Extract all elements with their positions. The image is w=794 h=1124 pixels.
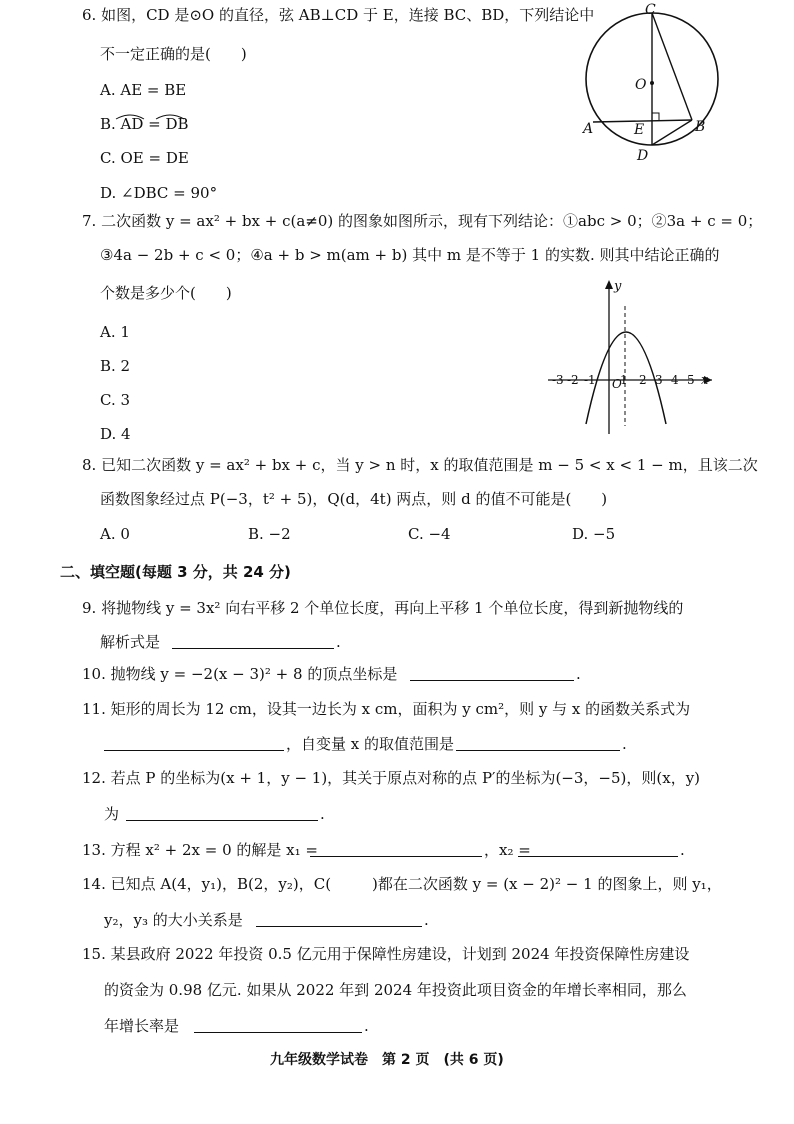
q10-stem: 10. 抛物线 y = −2(x − 3)² + 8 的顶点坐标是: [82, 665, 398, 683]
parabola-graph: [540, 276, 720, 436]
tick-neg1: -1: [584, 373, 596, 387]
y-axis-label: y: [614, 279, 622, 294]
origin-label: O: [612, 377, 622, 391]
q8-option-a: A. 0: [100, 525, 130, 543]
q11-answer-blank-1[interactable]: [104, 750, 284, 751]
tick-2: 2: [639, 373, 647, 387]
q6-stem-cont: 不一定正确的是( ): [100, 45, 247, 63]
q14-end: .: [424, 911, 429, 929]
q6-option-c: C. OE = DE: [100, 149, 189, 167]
q8-stem: 8. 已知二次函数 y = ax² + bx + c，当 y > n 时，x 的取值范围是 m − 5 < x < 1 − m，且该二次: [82, 456, 758, 474]
label-c: C: [645, 2, 656, 18]
q12-end: .: [320, 805, 325, 823]
q12-stem: 12. 若点 P 的坐标为(x + 1，y − 1)，其关于原点对称的点 P′的坐标为(−3，−5)，则(x，y): [82, 769, 701, 787]
q9-end: .: [336, 633, 341, 651]
right-angle-mark: [652, 113, 659, 121]
center-point: [650, 81, 654, 85]
q14-answer-blank[interactable]: [256, 926, 422, 927]
circle-figure: [575, 0, 725, 165]
arc-mark-db: [154, 112, 190, 120]
q8-option-b: B. −2: [248, 525, 291, 543]
q15-end: .: [364, 1017, 369, 1035]
q6-option-a: A. AE = BE: [100, 81, 187, 99]
q15-stem-cont: 的资金为 0.98 亿元. 如果从 2022 年到 2024 年投资此项目资金的年增长率相同，那么: [104, 981, 687, 999]
x-axis-label: x: [701, 373, 709, 388]
q7-option-d: D. 4: [100, 425, 131, 443]
q14-stem-b: )都在二次函数 y = (x − 2)² − 1 的图象上，则 y₁，: [372, 875, 722, 893]
q12-answer-blank[interactable]: [126, 820, 318, 821]
q15-stem: 15. 某县政府 2022 年投资 0.5 亿元用于保障性房建设，计划到 2024 年投资保障性房建设: [82, 945, 690, 963]
q10-answer-blank[interactable]: [410, 680, 574, 681]
q8-option-c: C. −4: [408, 525, 451, 543]
y-axis-arrow: [605, 280, 613, 289]
q13-stem: 13. 方程 x² + 2x = 0 的解是 x₁ =: [82, 841, 318, 859]
page-footer: 九年级数学试卷 第 2 页 (共 6 页): [270, 1052, 504, 1068]
label-o: O: [635, 77, 647, 93]
q6-option-d: D. ∠DBC = 90°: [100, 184, 218, 202]
q11-end: .: [622, 735, 627, 753]
tick-neg3: -3: [552, 373, 564, 387]
q7-stem-cont: ③4a − 2b + c < 0；④a + b > m(am + b) 其中 m 是不等于 1 的实数. 则其中结论正确的: [100, 246, 720, 264]
q14-stem-a: 14. 已知点 A(4，y₁)，B(2，y₂)，C(: [82, 875, 332, 893]
arc-mark-ad: [114, 112, 150, 120]
segment-bc: [652, 13, 692, 120]
q11-mid: ，自变量 x 的取值范围是: [286, 735, 454, 753]
tick-3: 3: [655, 373, 663, 387]
q13-end: .: [680, 841, 685, 859]
label-e: E: [634, 122, 645, 138]
q10-end: .: [576, 665, 581, 683]
section-title: 二、填空题(每题 3 分，共 24 分): [60, 563, 291, 581]
label-b: B: [695, 119, 706, 135]
tick-neg2: -2: [567, 373, 579, 387]
q13-answer-blank-1[interactable]: [310, 856, 482, 857]
tick-4: 4: [671, 373, 679, 387]
label-d: D: [637, 148, 649, 164]
q7-option-c: C. 3: [100, 391, 131, 409]
q9-answer-blank[interactable]: [172, 648, 334, 649]
q7-option-a: A. 1: [100, 323, 130, 341]
q15-answer-blank[interactable]: [194, 1032, 362, 1033]
q11-stem: 11. 矩形的周长为 12 cm，设其一边长为 x cm，面积为 y cm²，则 y 与 x 的函数关系式为: [82, 700, 691, 718]
q9-stem: 9. 将抛物线 y = 3x² 向右平移 2 个单位长度，再向上平移 1 个单位长度，得到新抛物线的: [82, 599, 684, 617]
q8-option-d: D. −5: [572, 525, 616, 543]
q6-stem: 6. 如图，CD 是⊙O 的直径，弦 AB⊥CD 于 E，连接 BC、BD，下列结论中: [82, 6, 595, 24]
label-a: A: [583, 121, 594, 137]
q7-stem-cont2: 个数是多少个( ): [100, 284, 232, 302]
q15-stem-cont2: 年增长率是: [104, 1017, 180, 1035]
q8-stem-cont: 函数图象经过点 P(−3，t² + 5)，Q(d，4t) 两点，则 d 的值不可能是( ): [100, 490, 608, 508]
q13-answer-blank-2[interactable]: [518, 856, 678, 857]
q12-stem-cont: 为: [104, 805, 120, 823]
q7-option-b: B. 2: [100, 357, 131, 375]
tick-1: 1: [620, 373, 628, 387]
q11-answer-blank-2[interactable]: [456, 750, 620, 751]
q6-option-b: B. AD = DB: [100, 115, 189, 133]
q13-mid: ，x₂ =: [484, 841, 531, 859]
q7-stem: 7. 二次函数 y = ax² + bx + c(a≠0) 的图象如图所示，现有下列结论：①abc > 0；②3a + c = 0；: [82, 212, 763, 230]
q14-stem-cont: y₂，y₃ 的大小关系是: [104, 911, 243, 929]
q9-stem-cont: 解析式是: [100, 633, 161, 651]
tick-5: 5: [687, 373, 695, 387]
